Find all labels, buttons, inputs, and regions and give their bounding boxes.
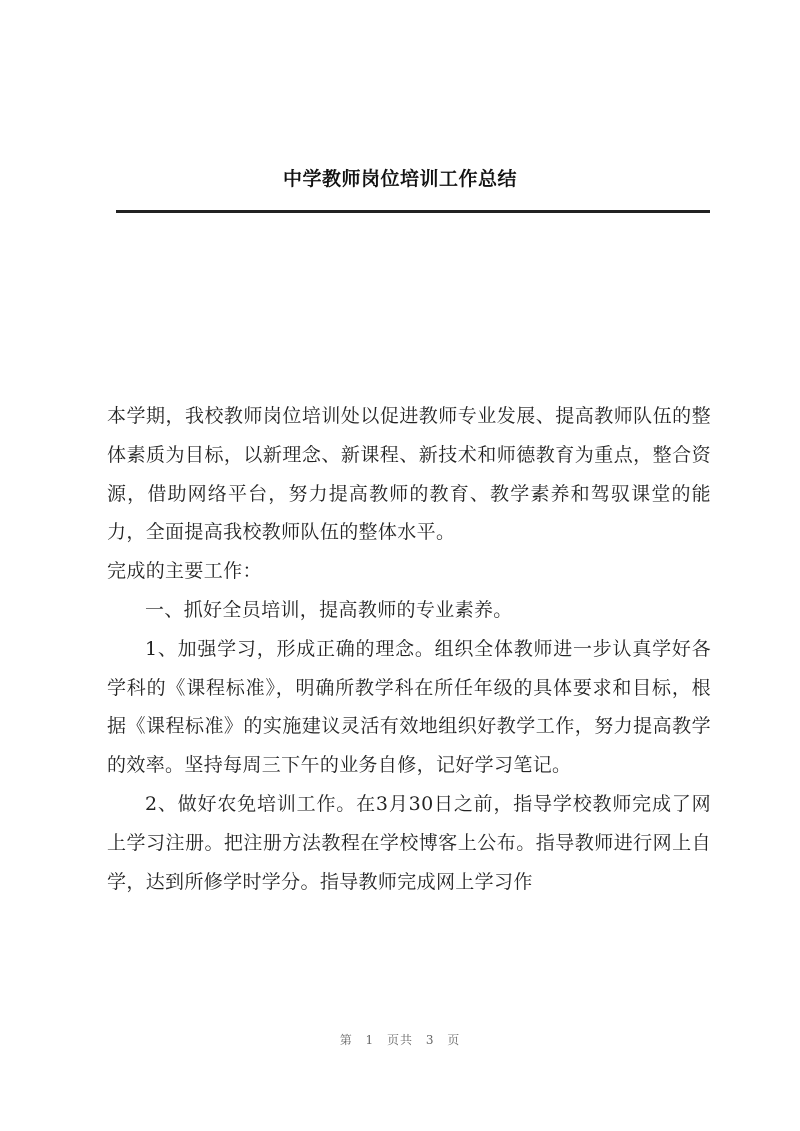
document-title: 中学教师岗位培训工作总结 (282, 168, 517, 190)
title-underline (116, 210, 710, 213)
document-body (107, 397, 711, 901)
item-paragraph-2: 2、做好农免培训工作。在3月30日之前，指导学校教师完成了网上学习注册。把注册方法教程在学校博客上公布。指导教师进行网上自学，达到所修学时学分。指导教师完成网上学习作 (107, 792, 711, 893)
page-number-footer: 第 1 页共 3 页 (339, 1033, 461, 1047)
section-lead: 完成的主要工作： (107, 560, 262, 583)
item-paragraph-1: 1、加强学习，形成正确的理念。组织全体教师进一步认真学好各学科的《课程标准》，明确所教学科在所任年级的具体要求和目标，根据《课程标准》的实施建议灵活有效地组织好教学工作，努力提高教学的效率。坚持每周三下午的业务自修，记好学习笔记。 (107, 637, 711, 777)
intro-paragraph: 本学期，我校教师岗位培训处以促进教师专业发展、提高教师队伍的整体素质为目标，以新理念、新课程、新技术和师德教育为重点，整合资源，借助网络平台，努力提高教师的教育、教学素养和驾驭课堂的能力，全面提高我校教师队伍的整体水平。 (107, 405, 711, 544)
section-heading: 一、抓好全员培训，提高教师的专业素养。 (145, 598, 513, 621)
